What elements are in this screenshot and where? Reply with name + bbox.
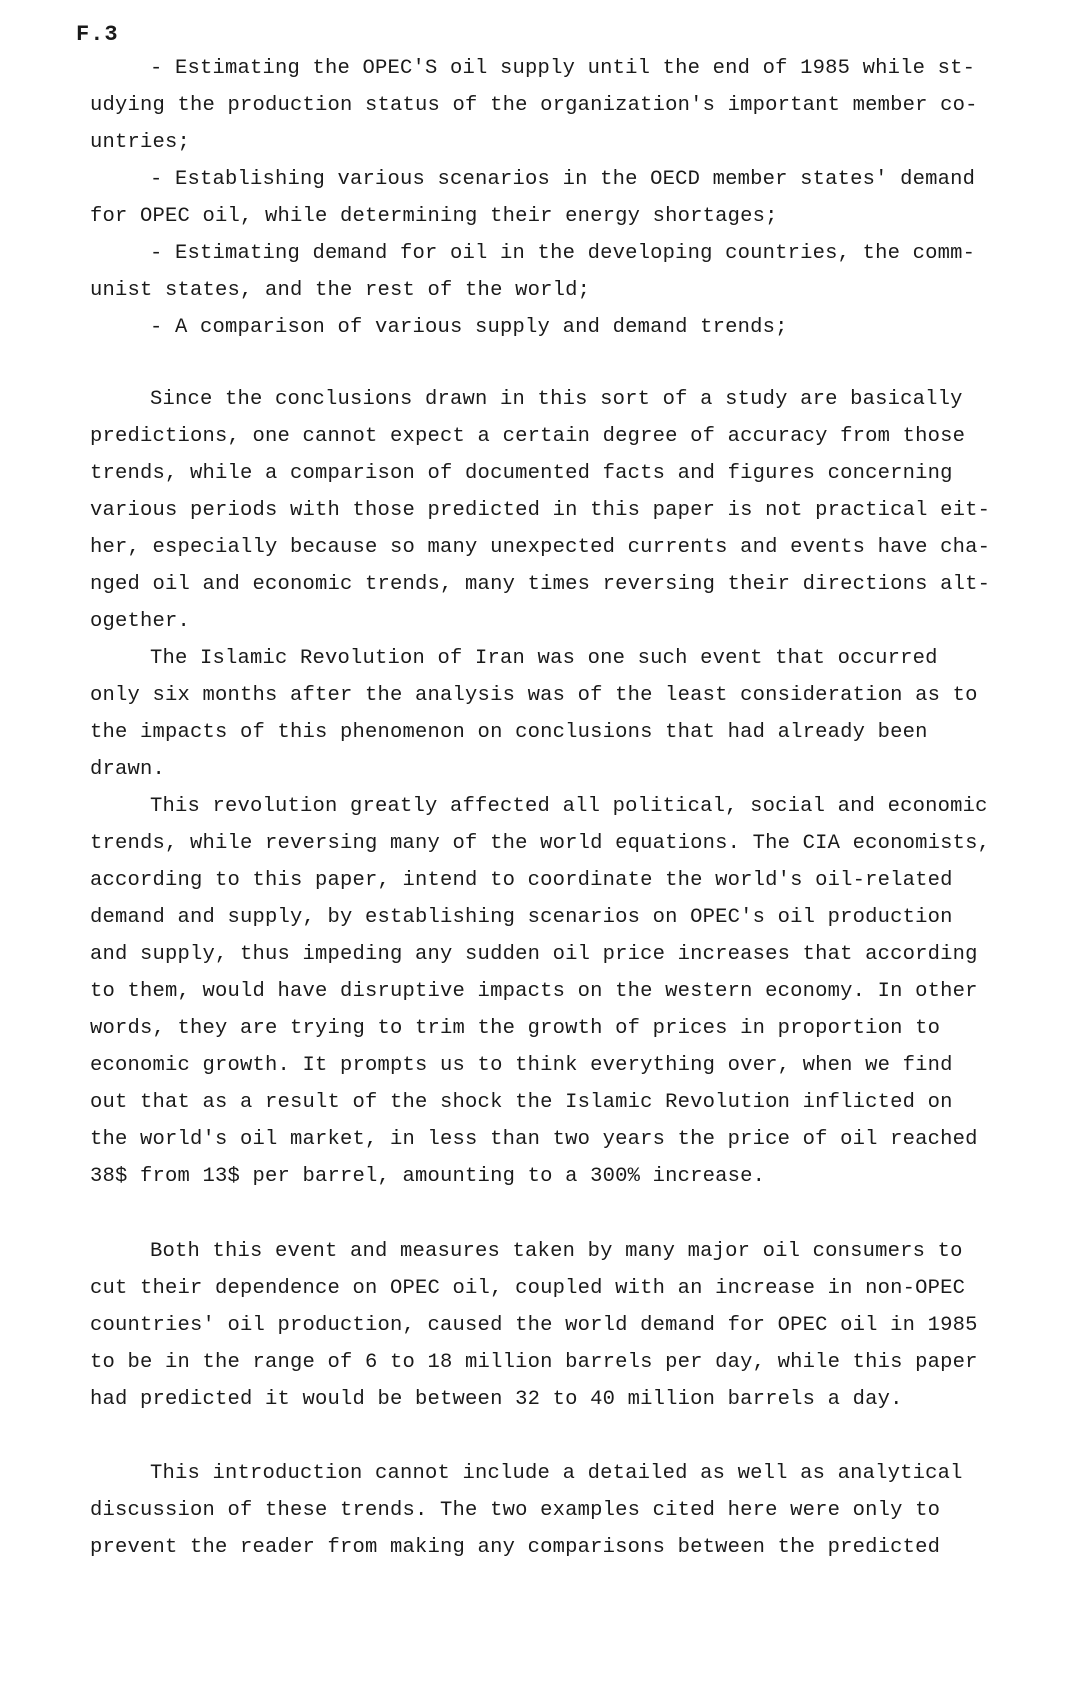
text-line: had predicted it would be between 32 to 40 million barrels a day. <box>90 1388 903 1411</box>
text-line: - Establishing various scenarios in the OECD member states' demand <box>150 168 976 191</box>
text-line: trends, while a comparison of documented facts and figures concerning <box>90 462 953 485</box>
text-line: ogether. <box>90 610 191 633</box>
text-line: discussion of these trends. The two examples cited here were only to <box>90 1499 941 1522</box>
text-line: udying the production status of the organization's important member co- <box>90 94 978 117</box>
text-line: countries' oil production, caused the world demand for OPEC oil in 1985 <box>90 1314 978 1337</box>
text-line: untries; <box>90 131 191 154</box>
text-line: unist states, and the rest of the world; <box>90 279 591 302</box>
text-line: The Islamic Revolution of Iran was one such event that occurred <box>150 647 938 670</box>
text-line: words, they are trying to trim the growth of prices in proportion to <box>90 1017 941 1040</box>
text-line: Since the conclusions drawn in this sort of a study are basically <box>150 388 963 411</box>
text-line: Both this event and measures taken by many major oil consumers to <box>150 1240 963 1263</box>
text-line: 38$ from 13$ per barrel, amounting to a 300% increase. <box>90 1165 766 1188</box>
text-line: only six months after the analysis was of the least consideration as to <box>90 684 978 707</box>
text-line: drawn. <box>90 758 166 781</box>
page-label: F.3 <box>76 22 119 47</box>
text-line: predictions, one cannot expect a certain degree of accuracy from those <box>90 425 966 448</box>
text-line: her, especially because so many unexpected currents and events have cha- <box>90 536 991 559</box>
text-line: the impacts of this phenomenon on conclusions that had already been <box>90 721 928 744</box>
text-line: the world's oil market, in less than two years the price of oil reached <box>90 1128 978 1151</box>
text-line: nged oil and economic trends, many times reversing their directions alt- <box>90 573 991 596</box>
text-line: cut their dependence on OPEC oil, coupled with an increase in non-OPEC <box>90 1277 966 1300</box>
text-line: for OPEC oil, while determining their energy shortages; <box>90 205 778 228</box>
text-line: prevent the reader from making any comparisons between the predicted <box>90 1536 941 1559</box>
text-line: - A comparison of various supply and demand trends; <box>150 316 788 339</box>
text-line: out that as a result of the shock the Islamic Revolution inflicted on <box>90 1091 953 1114</box>
text-line: to be in the range of 6 to 18 million barrels per day, while this paper <box>90 1351 978 1374</box>
text-line: and supply, thus impeding any sudden oil price increases that according <box>90 943 978 966</box>
text-line: This introduction cannot include a detailed as well as analytical <box>150 1462 963 1485</box>
text-line: demand and supply, by establishing scenarios on OPEC's oil production <box>90 906 953 929</box>
text-line: - Estimating the OPEC'S oil supply until the end of 1985 while st- <box>150 57 976 80</box>
text-line: various periods with those predicted in this paper is not practical eit- <box>90 499 991 522</box>
text-line: This revolution greatly affected all political, social and economic <box>150 795 988 818</box>
text-line: to them, would have disruptive impacts on the western economy. In other <box>90 980 978 1003</box>
text-line: trends, while reversing many of the world equations. The CIA economists, <box>90 832 991 855</box>
text-line: economic growth. It prompts us to think everything over, when we find <box>90 1054 953 1077</box>
text-line: - Estimating demand for oil in the developing countries, the comm- <box>150 242 976 265</box>
text-line: according to this paper, intend to coordinate the world's oil-related <box>90 869 953 892</box>
